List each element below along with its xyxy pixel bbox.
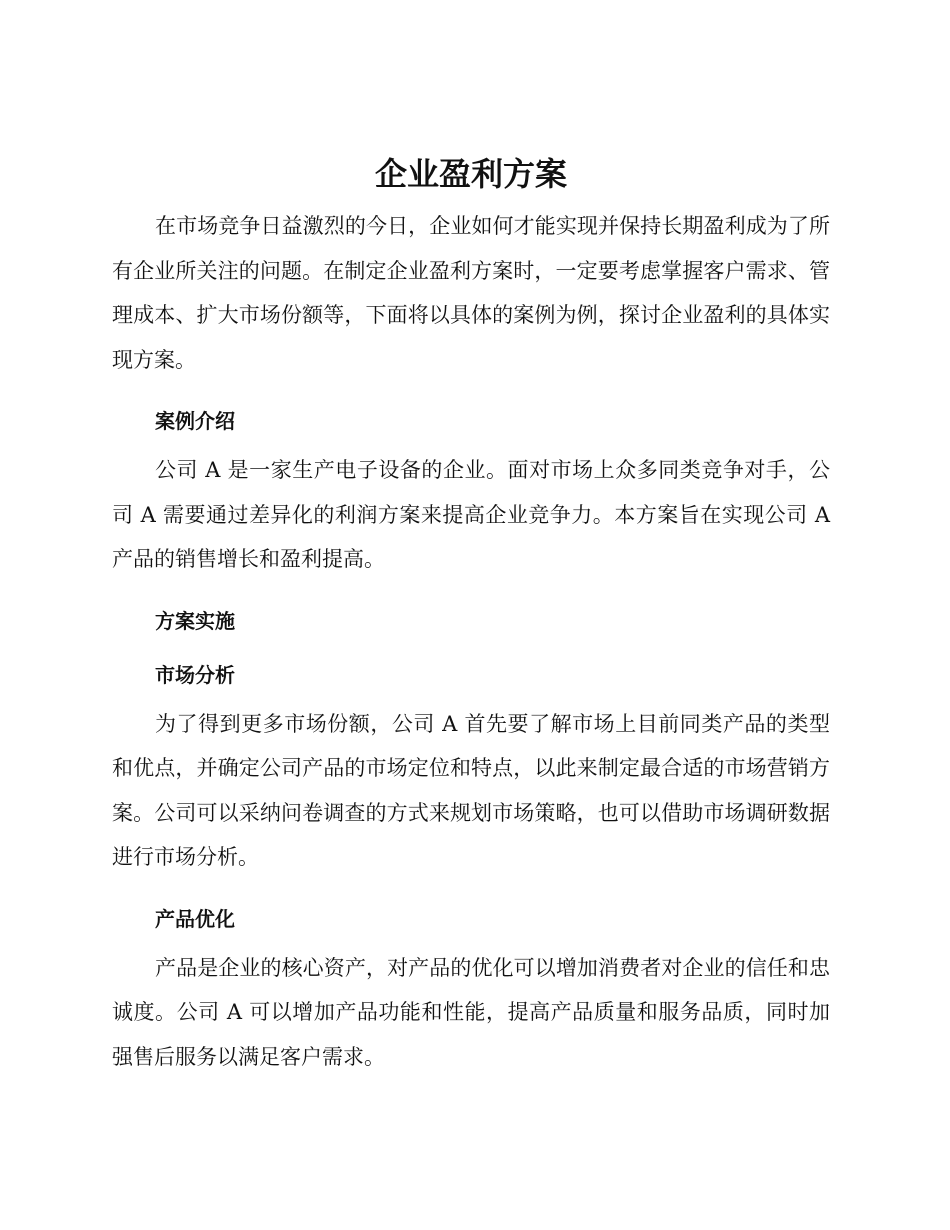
intro-paragraph: 在市场竞争日益激烈的今日，企业如何才能实现并保持长期盈利成为了所有企业所关注的问题。在制定企业盈利方案时，一定要考虑掌握客户需求、管理成本、扩大市场份额等，下面将以具体的案例为例，探讨企业盈利的具体实现方案。: [112, 214, 830, 372]
spacer: [112, 436, 830, 448]
document-title: 企业盈利方案: [374, 155, 567, 193]
case-paragraph: 公司 A 是一家生产电子设备的企业。面对市场上众多同类竞争对手，公司 A 需要通过差异化的利润方案来提高企业竞争力。本方案旨在实现公司 A 产品的销售增长和盈利提高。: [112, 458, 830, 571]
plan-heading: 方案实施: [155, 608, 235, 633]
market-paragraph: 为了得到更多市场份额，公司 A 首先要了解市场上目前同类产品的类型和优点，并确定公司产品的市场定位和特点，以此来制定最合适的市场营销方案。公司可以采纳问卷调查的方式来规划市场策略，也可以借助市场调研数据进行市场分析。: [112, 711, 830, 869]
case-heading: 案例介绍: [155, 409, 235, 433]
spacer: [112, 636, 830, 660]
spacer: [112, 582, 830, 606]
spacer: [112, 934, 830, 946]
market-heading: 市场分析: [155, 662, 235, 687]
spacer: [112, 382, 830, 406]
spacer: [112, 690, 830, 702]
product-heading: 产品优化: [155, 906, 235, 931]
product-paragraph: 产品是企业的核心资产，对产品的优化可以增加消费者对企业的信任和忠诚度。公司 A 可以增加产品功能和性能，提高产品质量和服务品质，同时加强售后服务以满足客户需求。: [112, 955, 830, 1069]
document-page: [112, 148, 830, 1079]
spacer: [112, 880, 830, 904]
